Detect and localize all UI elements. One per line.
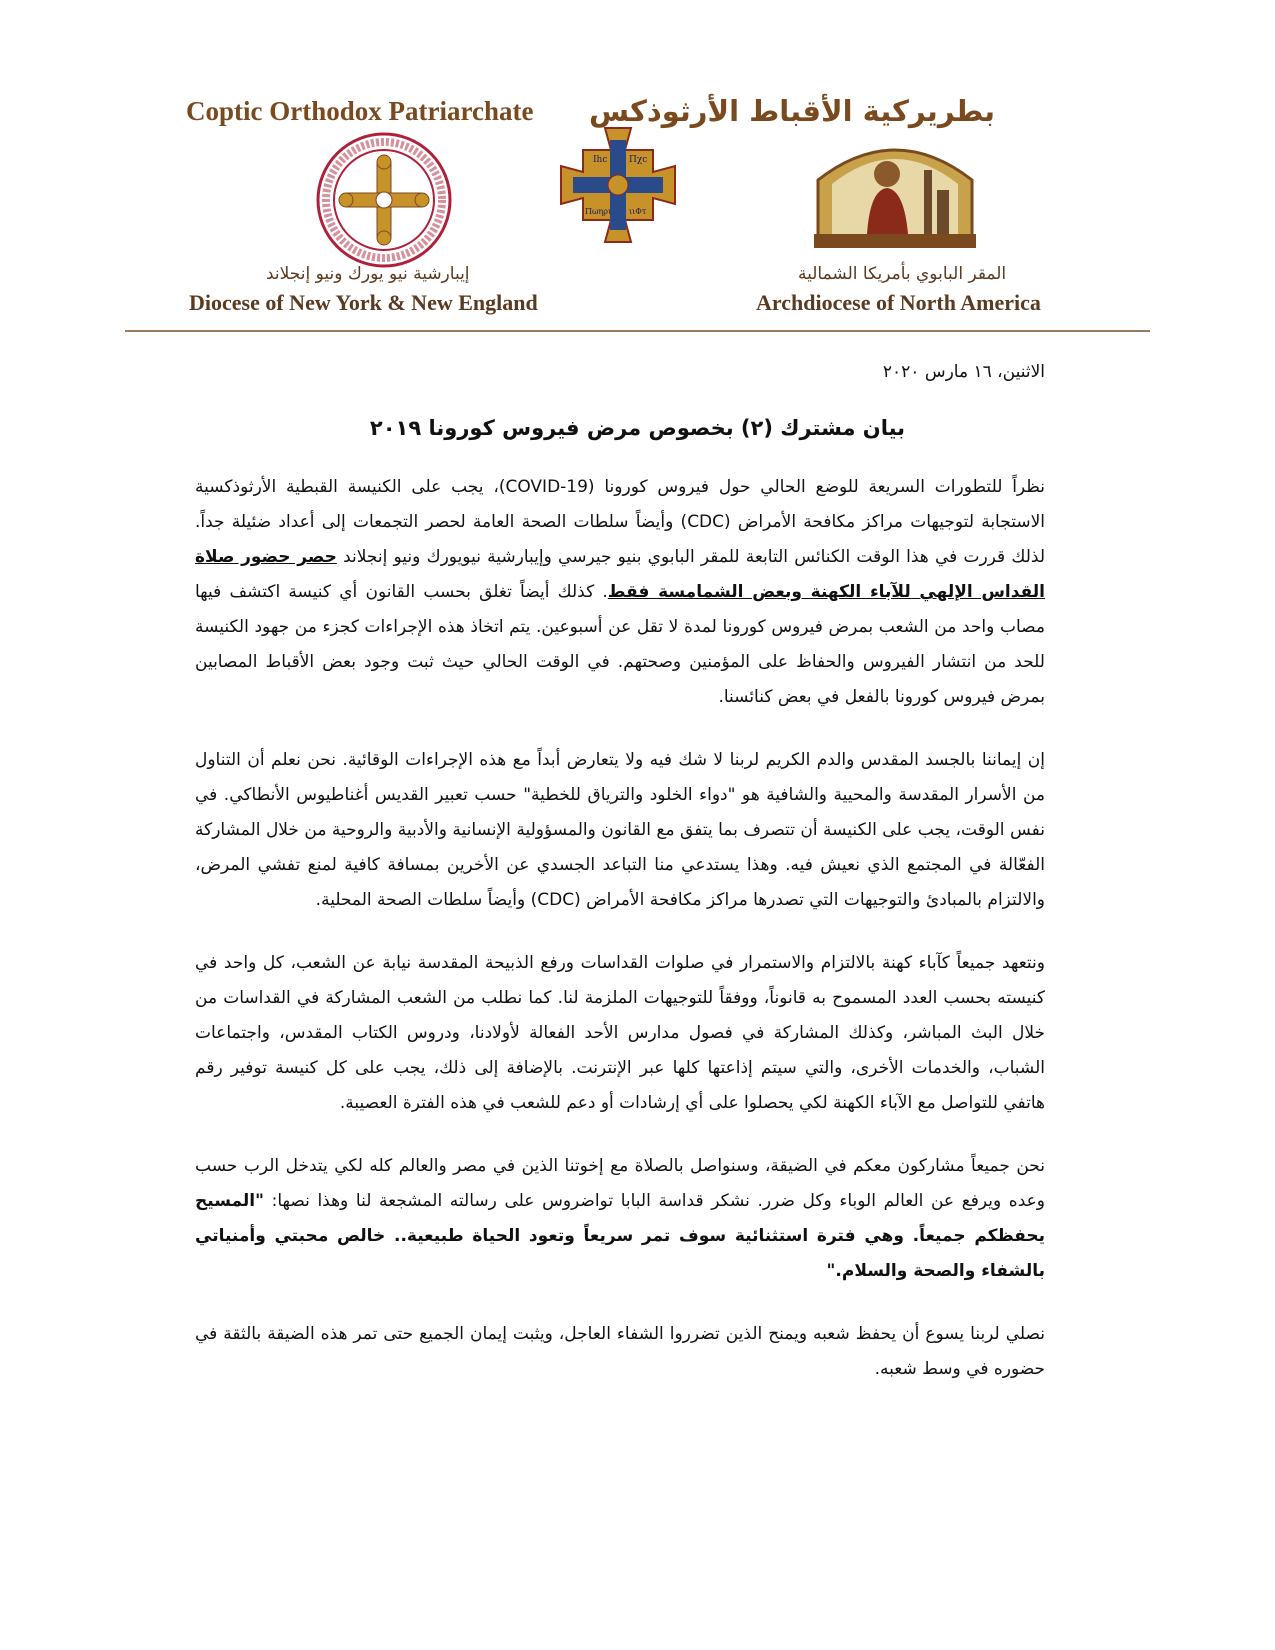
diocese-name-en: Diocese of New York & New England xyxy=(189,290,538,315)
paragraph-3: ونتعهد جميعاً كآباء كهنة بالالتزام والاستمرار في صلوات القداسات ورفع الذبيحة المقدسة نيابة عن الشعب، كل واحد في كنيسته بحسب العدد المسموح به قانوناً، ووفقاً للتوجيهات الملزمة لنا. كما نطلب من الشعب المشاركة في القداسات من خلال البث المباشر، وكذلك المشاركة في فصول مدارس الأحد الفعالة لأولادنا، ودروس الكتاب المقدس، واجتماعات الشباب، والخدمات الأخرى، والتي سيتم إذاعتها كلها عبر الإنترنت. بالإضافة إلى ذلك، يجب على كل كنيسة توفير رقم هاتفي للتواصل مع الآباء الكهنة لكي يحصلوا على أي إرشادات أو دعم للشعب في هذه الفترة العصيبة. xyxy=(195,953,1045,1113)
paragraph-2: إن إيماننا بالجسد المقدس والدم الكريم لربنا لا شك فيه ولا يتعارض أبداً مع هذه الإجراءات الوقائية. نحن نعلم أن التناول من الأسرار المقدسة والمحيية والشافية هو "دواء الخلود والترياق للخطية" حسب تعبير القديس أغناطيوس الأنطاكي. في نفس الوقت، يجب على الكنيسة أن تتصرف بما يتفق مع القانون والمسؤولية الإنسانية والأدبية والروحية من خلال المشاركة الفعّالة في المجتمع الذي نعيش فيه. وهذا يستدعي منا التباعد الجسدي عن الأخرين بمسافة كافية لمنع تفشي المرض، والالتزام بالمبادئ والتوجيهات التي تصدرها مراكز مكافحة الأمراض (CDC) وأيضاً سلطات الصحة المحلية. xyxy=(195,750,1045,910)
paragraph-4-part-a: نحن جميعاً مشاركون معكم في الضيقة، وسنواصل بالصلاة مع إخوتنا الذين في مصر والعالم كله لكي يتدخل الرب حسب وعده ويرفع عن العالم الوباء وكل ضرر. نشكر قداسة البابا تواضروس على رسالته المشجعة لنا وهذا نصها: xyxy=(195,1156,1045,1211)
patriarchate-title-ar: بطريركية الأقباط الأرثوذكس xyxy=(589,94,995,128)
archdiocese-name-ar: المقر البابوي بأمريكا الشمالية xyxy=(798,264,1007,284)
document-date: الاثنين، ١٦ مارس ٢٠٢٠ xyxy=(882,362,1045,382)
paragraph-1 xyxy=(195,470,1045,715)
patriarchate-title-en: Coptic Orthodox Patriarchate xyxy=(186,96,534,126)
archdiocese-icon-logo xyxy=(812,130,978,250)
document-title: بيان مشترك (٢) بخصوص مرض فيروس كورونا ٢٠١٩ xyxy=(369,416,906,440)
diocese-seal-logo xyxy=(316,132,452,268)
document-body xyxy=(195,470,1045,1415)
paragraph-4-quote: "المسيح يحفظكم جميعاً. وهي فترة استثنائية سوف تمر سريعاً وتعود الحياة طبيعية.. خالص محبتي وأمنياتي بالشفاء والصحة والسلام." xyxy=(195,1191,1045,1281)
paragraph-1-part-a: نظراً للتطورات السريعة للوضع الحالي حول فيروس كورونا (COVID-19)، يجب على الكنيسة القبطية الأرثوذكسية الاستجابة لتوجيهات مراكز مكافحة الأمراض (CDC) وأيضاً سلطات الصحة العامة لحصر التجمعات إلى أعداد ضئيلة جداً. لذلك قررت في هذا الوقت الكنائس التابعة للمقر البابوي بنيو جيرسي وإيبارشية نيويورك ونيو إنجلاند xyxy=(195,477,1046,567)
paragraph-4 xyxy=(195,1149,1045,1289)
coptic-cross-icon xyxy=(553,120,683,250)
cross-letter-3: Πωηρι xyxy=(585,207,612,216)
paragraph-1-underlined: حصر حضور صلاة القداس الإلهي للآباء الكهنة وبعض الشمامسة فقط xyxy=(195,547,1045,602)
cross-letter-2: Πχc xyxy=(629,155,648,165)
header-divider xyxy=(125,330,1150,332)
diocese-name-ar: إيبارشية نيو يورك ونيو إنجلاند xyxy=(266,264,470,284)
cross-letter-1: Ihc xyxy=(593,155,608,165)
paragraph-1-part-b: . كذلك أيضاً تغلق بحسب القانون أي كنيسة اكتشف فيها مصاب واحد من الشعب بمرض فيروس كورونا لمدة لا تقل عن أسبوعين. يتم اتخاذ هذه الإجراءات كجزء من جهود الكنيسة للحد من انتشار الفيروس والحفاظ على المؤمنين وصحتهم. في الوقت الحالي حيث ثبت وجود بعض الأقباط المصابين بمرض فيروس كورونا بالفعل في بعض كنائسنا. xyxy=(195,582,1045,707)
archdiocese-name-en: Archdiocese of North America xyxy=(756,290,1041,315)
cross-letter-4: ιιΦτ xyxy=(629,207,647,216)
paragraph-5: نصلي لربنا يسوع أن يحفظ شعبه ويمنح الذين تضرروا الشفاء العاجل، ويثبت إيمان الجميع حتى تمر هذه الضيقة بالثقة في حضوره في وسط شعبه. xyxy=(195,1324,1045,1379)
